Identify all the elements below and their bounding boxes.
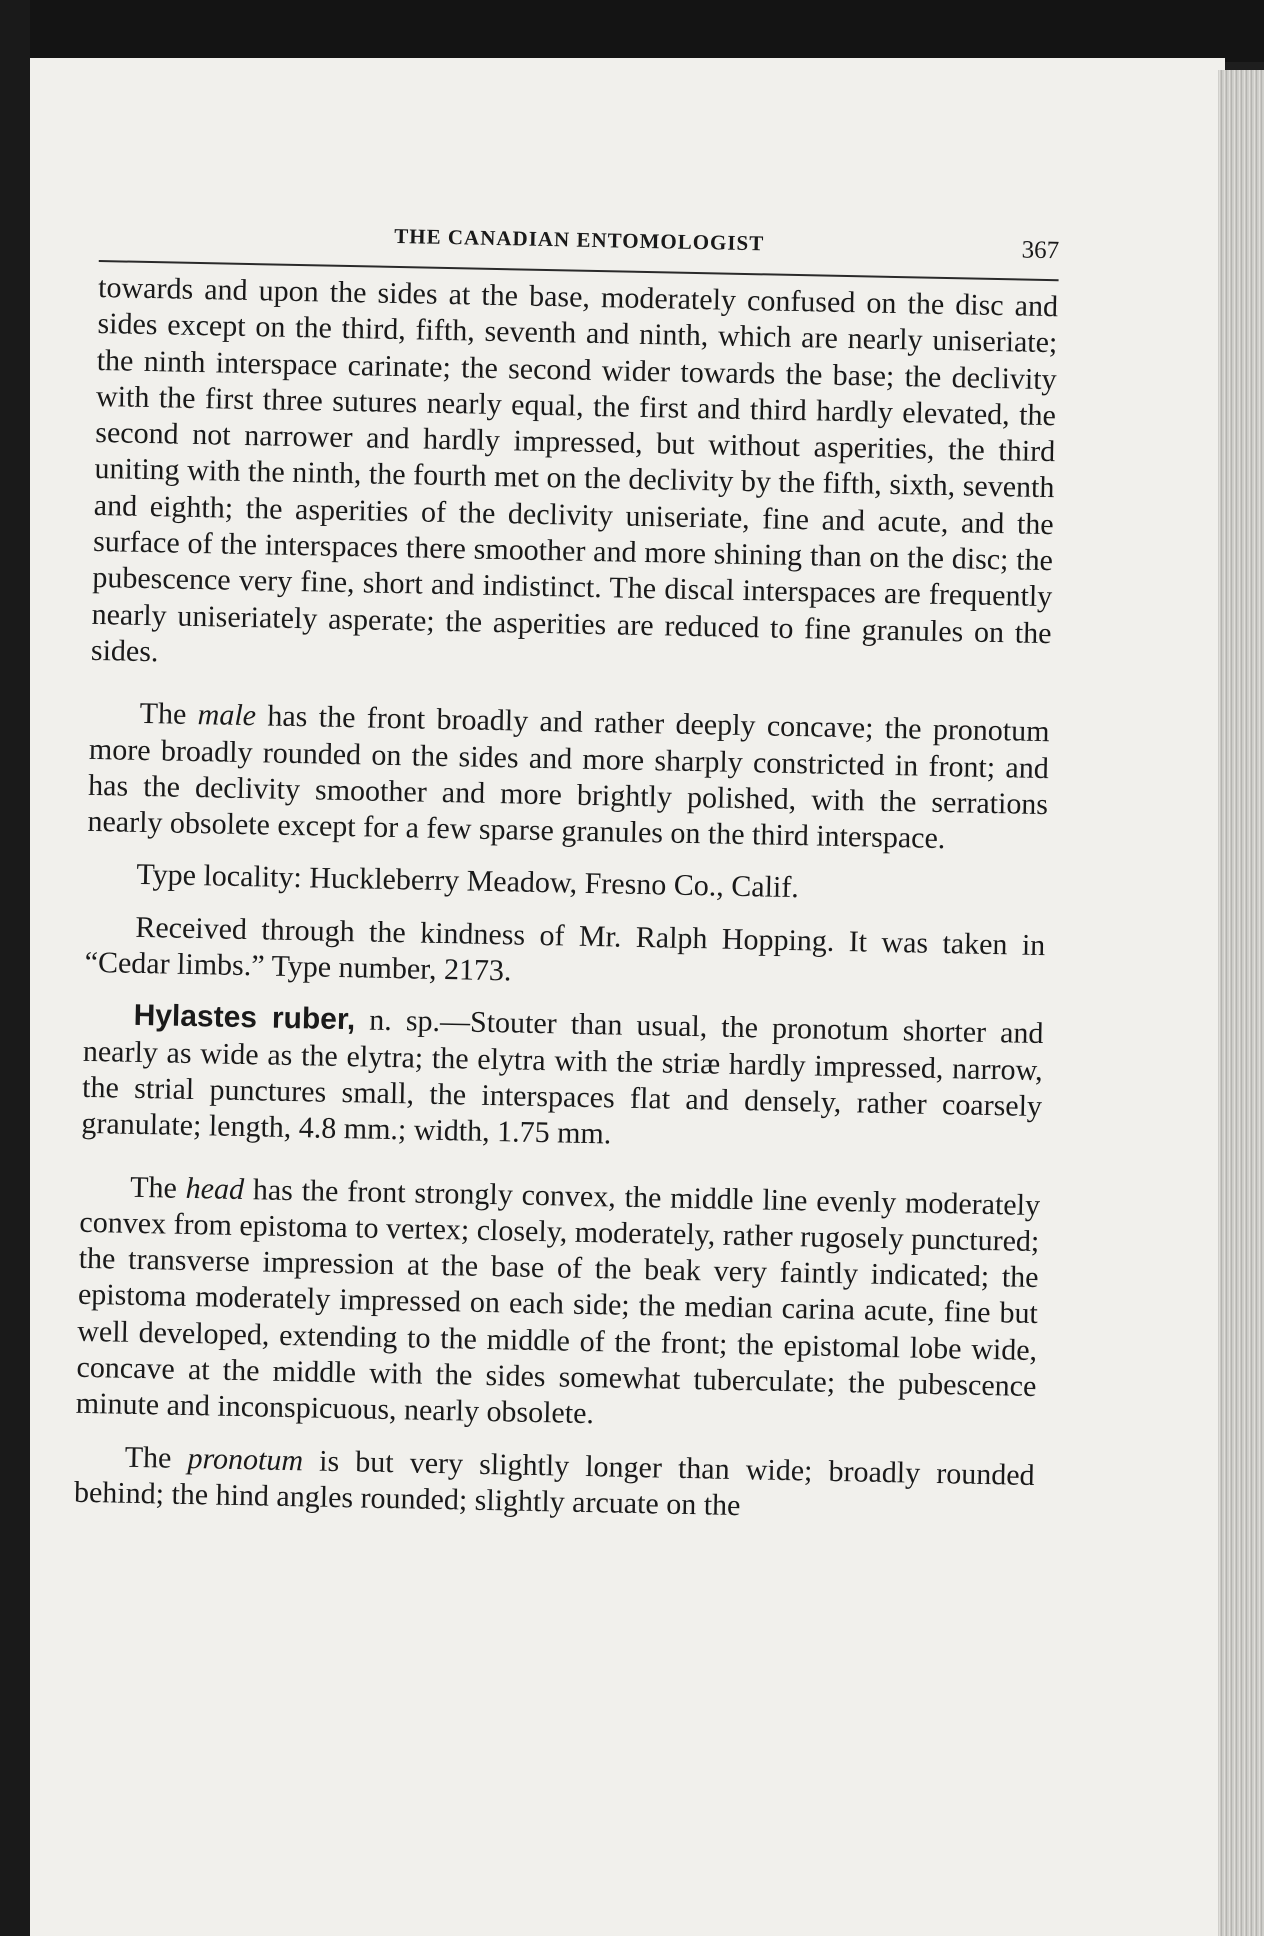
scan-left-border	[0, 0, 30, 1936]
page-content	[74, 200, 1060, 1530]
paragraph-male	[87, 695, 1050, 859]
paragraph-species	[81, 997, 1044, 1161]
head-text: has the front strongly convex, the middle line evenly moderately convex from epistoma to vertex; closely, moderately, rather rugosely punctured; the transverse impression at the base of the beak very faintly indicated; the epistoma moderately impressed on each side; the median carina acute, fine but well developed, extending to the middle of the front; the epistomal lobe wide, concave at the middle with the sides somewhat tuberculate; the pubescence minute and inconspicuous, nearly obsolete.	[75, 1172, 1041, 1431]
pronotum-text: is but very slightly longer than wide; broadly rounded behind; the hind angles rounded; slightly arcuate on the	[73, 1443, 1035, 1523]
species-name: Hylastes ruber,	[133, 999, 356, 1037]
paragraph-continued: towards and upon the sides at the base, moderately confused on the disc and sides except on the third, fifth, seventh and ninth, which are nearly uniseriate; the ninth interspace carinate; the second wider towards the base; the declivity with the first three sutures nearly equal, the first and third hardly elevated, the second not narrower and hardly impressed, but without asperities, the third uniting with the ninth, the fourth met on the declivity by the fifth, sixth, seventh and eighth; the asperities of the declivity uniseriate, fine and acute, and the surface of the interspaces there smoother and more shining than on the disc; the pubescence very fine, short and indistinct. The discal interspaces are frequently nearly uniseriately asperate; the asperities are reduced to fine granules on the sides.	[90, 270, 1059, 669]
male-intro: The	[139, 697, 199, 732]
species-description: n. sp.—Stouter than usual, the pronotum shorter and nearly as wide as the elytra; the elytra with the striæ hardly impressed, narrow, the strial punctures small, the interspaces flat and densely, rather coarsely granulate; length, 4.8 mm.; width, 1.75 mm.	[81, 1003, 1044, 1151]
paragraph-type-locality: Type locality: Huckleberry Meadow, Fresno Co., Calif.	[136, 858, 800, 905]
male-text: has the front broadly and rather deeply concave; the pronotum more broadly rounded on the sides and more sharply constricted in front; and has the declivity smoother and more brightly polished, with the serrations nearly obsolete except for a few sparse granules on the third interspace.	[87, 699, 1050, 856]
paragraph-head	[75, 1168, 1040, 1441]
head-intro: The	[129, 1170, 187, 1205]
journal-title: THE CANADIAN ENTOMOLOGIST	[394, 223, 765, 256]
pronotum-term: pronotum	[187, 1441, 304, 1477]
page-number: 367	[1021, 236, 1060, 265]
scan-top-border	[0, 0, 1264, 62]
page-edge-stack	[1218, 70, 1264, 1936]
head-term: head	[185, 1171, 245, 1206]
paragraph-received: Received through the kindness of Mr. Ralph Hopping. It was taken in “Cedar limbs.” Type number, 2173.	[84, 910, 1046, 988]
male-term: male	[197, 698, 257, 733]
pronotum-intro: The	[124, 1440, 188, 1475]
